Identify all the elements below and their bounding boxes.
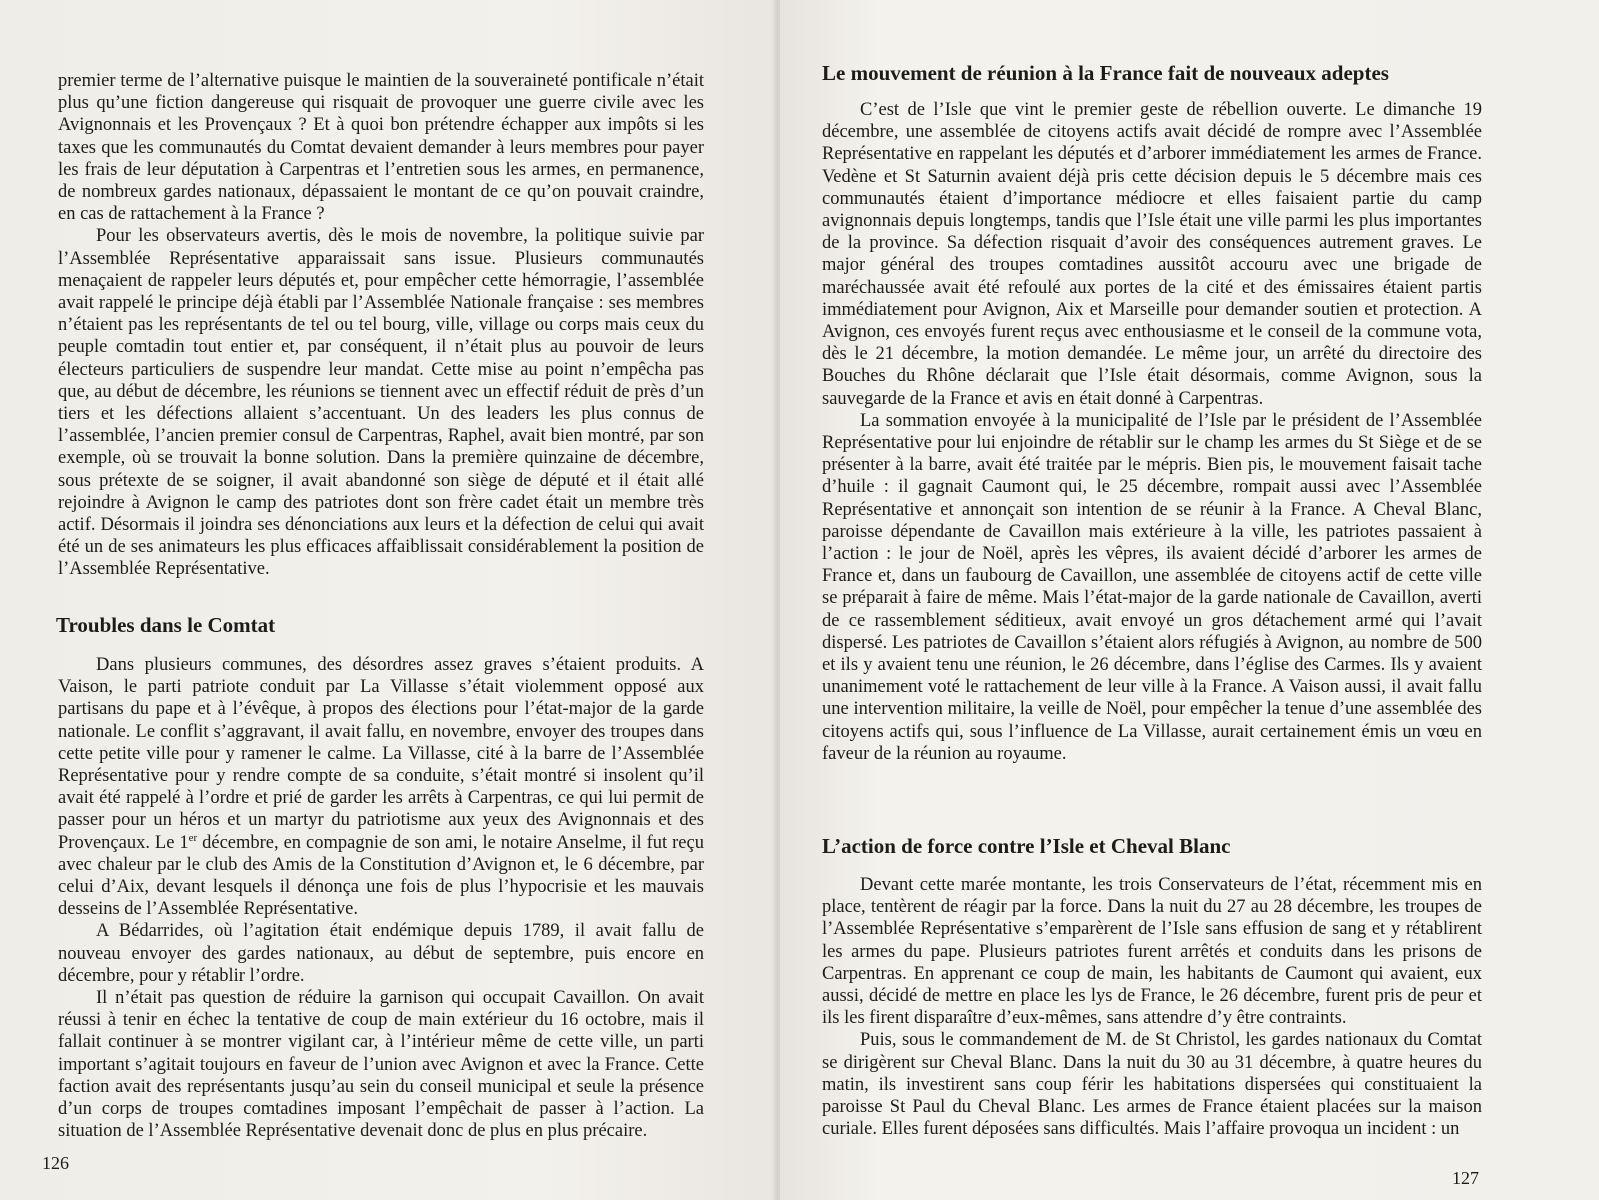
- paragraph-isle: C’est de l’Isle que vint le premier geste de rébellion ouverte. Le dimanche 19 décembre, une assemblée de citoyens actifs avait décidé de rompre avec l’Assemblée Représentative en rappelant les députés et d’arborer immédiatement les armes de France. Vedène et St Saturnin avaient déjà pris cette décision depuis le 5 décembre mais ces communautés étaient d’importance médiocre et elles faisaient partie du camp avignonnais depuis longtemps, tandis que l’Isle était une ville parmi les plus importantes de la province. Sa défection risquait d’avoir des conséquences autrement graves. Le major général des troupes comtadines aussitôt accouru avec une brigade de maréchaussée avait été refoulé aux portes de la cité et des émissaires étaient partis immédiatement pour Avignon, Aix et Marseille pour demander soutien et protection. A Avignon, ces envoyés furent reçus avec enthousiasme et le conseil de la commune vota, dès le 21 décembre, la motion demandée. Le même jour, un arrêté du directoire des Bouches du Rhône déclarait que l’Isle était désormais, comme Avignon, sous la sauvegarde de la France et avis en était donné à Carpentras.: [822, 100, 1482, 409]
- right-text-block-top: [822, 99, 1482, 765]
- paragraph-christol: Puis, sous le commandement de M. de St Christol, les gardes nationaux du Comtat se dirigèrent sur Cheval Blanc. Dans la nuit du 30 au 31 décembre, à quatre heures du matin, ils investirent sans coup férir les habitations dispersées qui constituaient la paroisse St Paul du Cheval Blanc. Les armes de France étaient placées sur la maison curiale. Elles furent déposées sans difficultés. Mais l’affaire provoqua un incident : un: [822, 1030, 1482, 1140]
- paragraph-cavaillon: Il n’était pas question de réduire la garnison qui occupait Cavaillon. On avait réussi à tenir en échec la tentative de coup de main extérieur du 16 octobre, mais il fallait continuer à se montrer vigilant car, à l’intérieur même de cette ville, un parti important s’agitait toujours en faveur de l’union avec Avignon et avec la France. Cette faction avait des représentants jusqu’au sein du conseil municipal et seule la présence d’un corps de troupes comtadines imposant l’empêchait de passer à l’action. La situation de l’Assemblée Représentative devenait donc de plus en plus précaire.: [58, 988, 704, 1142]
- right-text-block-bottom: [822, 874, 1482, 1140]
- superscript-er: er: [188, 831, 198, 844]
- heading-troubles-comtat: Troubles dans le Comtat: [56, 613, 276, 637]
- paragraph-vaison: [58, 654, 704, 920]
- paragraph-vaison-text: Dans plusieurs communes, des désordres assez graves s’étaient produits. A Vaison, le parti patriote conduit par La Villasse s’était violemment opposé aux partisans du pape et à l’évêque, à propos des élections pour l’état-major de la garde nationale. Le conflit s’aggravant, il avait fallu, en novembre, envoyer des troupes dans cette petite ville pour y ramener le calme. La Villasse, cité à la barre de l’Assemblée Représentative pour y rendre compte de sa conduite, s’était montré si insolent qu’il avait été rappelé à l’ordre et prié de garder les arrêts à Carpentras, ce qui lui permit de passer pour un héros et un martyr du patriotisme aux yeux des Avignonnais et des Provençaux. Le 1: [58, 655, 704, 853]
- page-number-right: 127: [1452, 1168, 1479, 1188]
- heading-action-force: L’action de force contre l’Isle et Cheval Blanc: [822, 834, 1231, 858]
- left-text-block-bottom: [58, 654, 704, 1142]
- paragraph-bedarrides: A Bédarrides, où l’agitation était endémique depuis 1789, il avait fallu de nouveau envoyer des gardes nationaux, au début de septembre, puis encore en décembre, pour y rétablir l’ordre.: [58, 921, 704, 986]
- left-page: [0, 0, 778, 1200]
- right-page: [780, 0, 1599, 1200]
- paragraph-sommation: La sommation envoyée à la municipalité de l’Isle par le président de l’Assemblée Représentative pour lui enjoindre de rétablir sur le champ les armes du St Siège et de se présenter à la barre, avait été traitée par le mépris. Bien pis, le mouvement faisait tache d’huile : il gagnait Caumont qui, le 25 décembre, rompait aussi avec l’Assemblée Représentative et annonçait son intention de se réunir à la France. A Cheval Blanc, paroisse dépendante de Cavaillon mais extérieure à la ville, les patriotes passaient à l’action : le jour de Noël, après les vêpres, ils avaient décidé d’arborer les armes de France et, dans un faubourg de Cavaillon, une assemblée de citoyens actif de cette ville se préparait à faire de même. Mais l’état-major de la garde nationale de Cavaillon, averti de ce rassemblement séditieux, avait envoyé un gros détachement armé qui l’avait dispersé. Les patriotes de Cavaillon s’étaient alors réfugiés à Avignon, au nombre de 500 et ils y avaient tenu une réunion, le 26 décembre, dans l’église des Carmes. Ils y avaient unanimement voté le rattachement de leur ville à la France. A Vaison aussi, il avait fallu une intervention militaire, la veille de Noël, pour empêcher la tenue d’une assemblée des citoyens actifs qui, sous l’influence de La Villasse, aurait certainement émis un vœu en faveur de la réunion au royaume.: [822, 410, 1482, 764]
- paragraph-maree: Devant cette marée montante, les trois Conservateurs de l’état, récemment mis en place, tentèrent de réagir par la force. Dans la nuit du 27 au 28 décembre, les troupes de l’Assemblée Représentative s’emparèrent de l’Isle sans effusion de sang et y rétablirent les armes du pape. Plusieurs patriotes furent arrêtés et conduits dans les prisons de Carpentras. En apprenant ce coup de main, les habitants de Caumont qui avaient, eux aussi, décidé de mettre en place les lys de France, le 26 décembre, furent pris de peur et ils les firent disparaître d’eux-mêmes, sans attendre d’y être contraints.: [822, 875, 1482, 1029]
- paragraph-continued: premier terme de l’alternative puisque le maintien de la souveraineté pontificale n’était plus qu’une fiction dangereuse qui risquait de provoquer une guerre civile avec les Avignonnais et les Provençaux ? Et à quoi bon prétendre échapper aux impôts si les taxes que les communautés du Comtat devaient demander à leurs membres pour payer les frais de leur députation à Carpentras et l’entretien sous les armes, en permanence, de nombreux gardes nationaux, dépassaient le montant de ce qu’on pouvait craindre, en cas de rattachement à la France ?: [58, 71, 704, 225]
- left-text-block-top: [58, 70, 704, 581]
- page-number-left: 126: [42, 1153, 69, 1173]
- paragraph-vaison-end: décembre, en compagnie de son ami, le notaire Anselme, il fut reçu avec chaleur par le club des Amis de la Constitution d’Avignon et, le 6 décembre, par celui d’Aix, devant lesquels il dénonça une fois de plus l’hypocrisie et les mauvais desseins de l’Assemblée Représentative.: [58, 832, 704, 920]
- heading-mouvement-reunion: Le mouvement de réunion à la France fait de nouveaux adeptes: [822, 61, 1389, 85]
- paragraph-observateurs: Pour les observateurs avertis, dès le mois de novembre, la politique suivie par l’Assemblée Représentative apparaissait sans issue. Plusieurs communautés menaçaient de rappeler leurs députés et, pour empêcher cette hémorragie, l’assemblée avait rappelé le principe déjà établi par l’Assemblée Nationale française : ses membres n’étaient pas les représentants de tel ou tel bourg, ville, village ou corps mais ceux du peuple comtadin tout entier et, par conséquent, il n’était plus au pouvoir de leurs électeurs particuliers de suspendre leur mandat. Cette mise au point n’empêcha pas que, au début de décembre, les réunions se tiennent avec un effectif réduit de près d’un tiers et les défections allaient s’accentuant. Un des leaders les plus connus de l’assemblée, l’ancien premier consul de Carpentras, Raphel, avait bien montré, par son exemple, où se trouvait la bonne solution. Dans la première quinzaine de décembre, sous prétexte de se soigner, il avait abandonné son siège de député et il était allé rejoindre à Avignon le camp des patriotes dont son frère cadet était un membre très actif. Désormais il joindra ses dénonciations aux leurs et la défection de celui qui avait été un de ses animateurs les plus efficaces affaiblissait considérablement la position de l’Assemblée Représentative.: [58, 226, 704, 580]
